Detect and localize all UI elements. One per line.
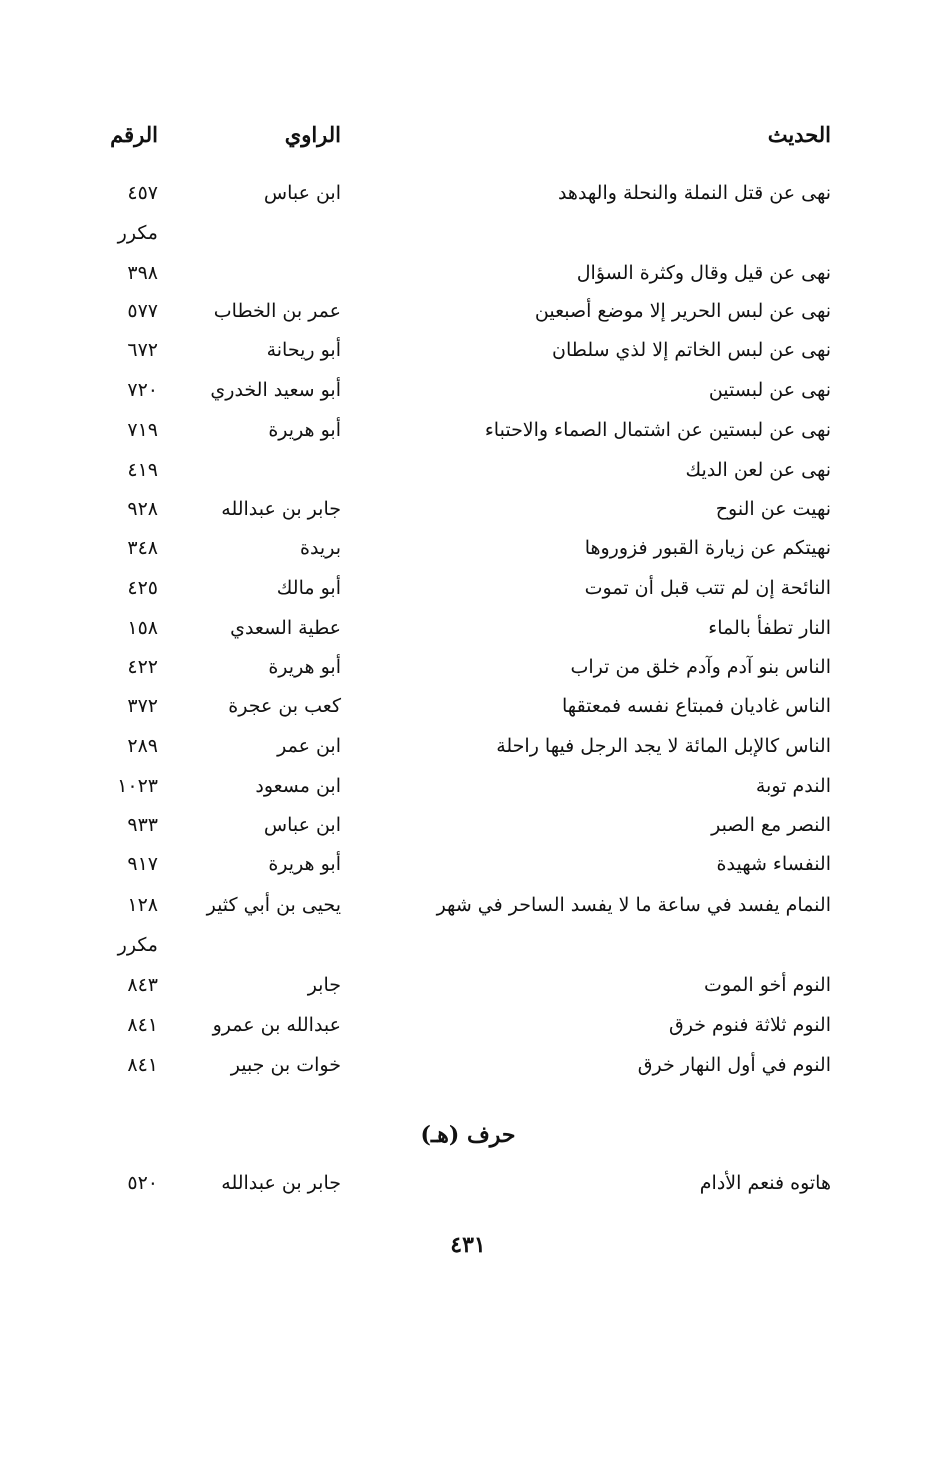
narrator-name: أبو ريحانة [266, 339, 341, 361]
hadith-text: الناس بنو آدم وآدم خلق من تراب [570, 656, 831, 678]
hadith-number: ٩٢٨ [127, 498, 158, 520]
hadith-text: نهى عن لبس الحرير إلا موضع أصبعين [534, 300, 831, 322]
narrator-name: يحيى بن أبي كثير [206, 894, 341, 916]
hadith-number: ٧٢٠ [127, 379, 158, 401]
header-number: الرقم [110, 122, 158, 147]
hadith-text: النوم في أول النهار خرق [637, 1054, 831, 1076]
hadith-number: ٤٢٥ [127, 577, 158, 599]
hadith-number: ٨٤٣ [127, 974, 158, 996]
hadith-text: النمام يفسد في ساعة ما لا يفسد الساحر في شهر [436, 894, 831, 916]
hadith-text: هاتوه فنعم الأدام [699, 1172, 831, 1194]
hadith-text: النار تطفأ بالماء [708, 617, 831, 639]
hadith-number: ٣٧٢ [127, 695, 158, 717]
hadith-number: ٤٢٢ [127, 656, 158, 678]
hadith-number: مكرر [117, 934, 158, 956]
narrator-name: أبو مالك [276, 577, 341, 599]
hadith-text: نهى عن لبستين [708, 379, 831, 401]
section-title: حرف (هـ) [420, 1122, 516, 1148]
narrator-name: أبو هريرة [268, 419, 341, 441]
page-number: ٤٣١ [450, 1232, 486, 1258]
narrator-name: عمر بن الخطاب [213, 300, 341, 322]
hadith-number: ١٥٨ [127, 617, 158, 639]
hadith-number: ٩١٧ [127, 853, 158, 875]
narrator-name: خوات بن جبير [230, 1054, 341, 1076]
hadith-number: ٢٨٩ [127, 735, 158, 757]
hadith-text: نهيتكم عن زيارة القبور فزوروها [584, 537, 831, 559]
hadith-text: نهى عن قيل وقال وكثرة السؤال [576, 262, 831, 284]
hadith-number: ٩٣٣ [127, 814, 158, 836]
hadith-number: ٥٧٧ [127, 300, 158, 322]
hadith-text: نهى عن لعن الديك [685, 459, 831, 481]
narrator-name: ابن عباس [263, 814, 341, 836]
hadith-number: ١٢٨ [127, 894, 158, 916]
narrator-name: جابر بن عبدالله [221, 1172, 341, 1194]
narrator-name: كعب بن عجرة [228, 695, 341, 717]
hadith-number: ٤١٩ [127, 459, 158, 481]
narrator-name: ابن عمر [277, 735, 341, 757]
narrator-name: جابر بن عبدالله [221, 498, 341, 520]
hadith-text: نهيت عن النوح [715, 498, 831, 520]
hadith-number: ٦٧٢ [127, 339, 158, 361]
narrator-name: بريدة [300, 537, 341, 559]
narrator-name: أبو هريرة [268, 656, 341, 678]
narrator-name: أبو سعيد الخدري [210, 379, 341, 401]
hadith-number: ٣٩٨ [127, 262, 158, 284]
hadith-text: الناس غاديان فمبتاع نفسه فمعتقها [562, 695, 831, 717]
hadith-text: النوم ثلاثة فنوم خرق [669, 1014, 831, 1036]
hadith-number: مكرر [117, 222, 158, 244]
hadith-text: نهى عن قتل النملة والنحلة والهدهد [557, 182, 831, 204]
hadith-number: ٧١٩ [127, 419, 158, 441]
hadith-number: ٥٢٠ [127, 1172, 158, 1194]
hadith-number: ١٠٢٣ [117, 775, 158, 797]
hadith-text: الندم توبة [755, 775, 831, 797]
hadith-number: ٨٤١ [127, 1014, 158, 1036]
narrator-name: ابن عباس [263, 182, 341, 204]
hadith-text: نهى عن لبس الخاتم إلا لذي سلطان [551, 339, 831, 361]
hadith-text: النائحة إن لم تتب قبل أن تموت [584, 577, 831, 599]
hadith-number: ٤٥٧ [127, 182, 158, 204]
narrator-name: عطية السعدي [230, 617, 341, 639]
header-hadith: الحديث [767, 122, 831, 147]
narrator-name: جابر [307, 974, 341, 996]
hadith-text: النفساء شهيدة [716, 853, 831, 875]
header-narrator: الراوي [284, 122, 341, 147]
narrator-name: ابن مسعود [255, 775, 341, 797]
hadith-text: النوم أخو الموت [703, 974, 831, 996]
hadith-text: النصر مع الصبر [711, 814, 831, 836]
hadith-text: نهى عن لبستين عن اشتمال الصماء والاحتباء [484, 419, 831, 441]
narrator-name: عبدالله بن عمرو [212, 1014, 341, 1036]
hadith-number: ٣٤٨ [127, 537, 158, 559]
narrator-name: أبو هريرة [268, 853, 341, 875]
hadith-text: الناس كالإبل المائة لا يجد الرجل فيها راحلة [496, 735, 831, 757]
hadith-number: ٨٤١ [127, 1054, 158, 1076]
